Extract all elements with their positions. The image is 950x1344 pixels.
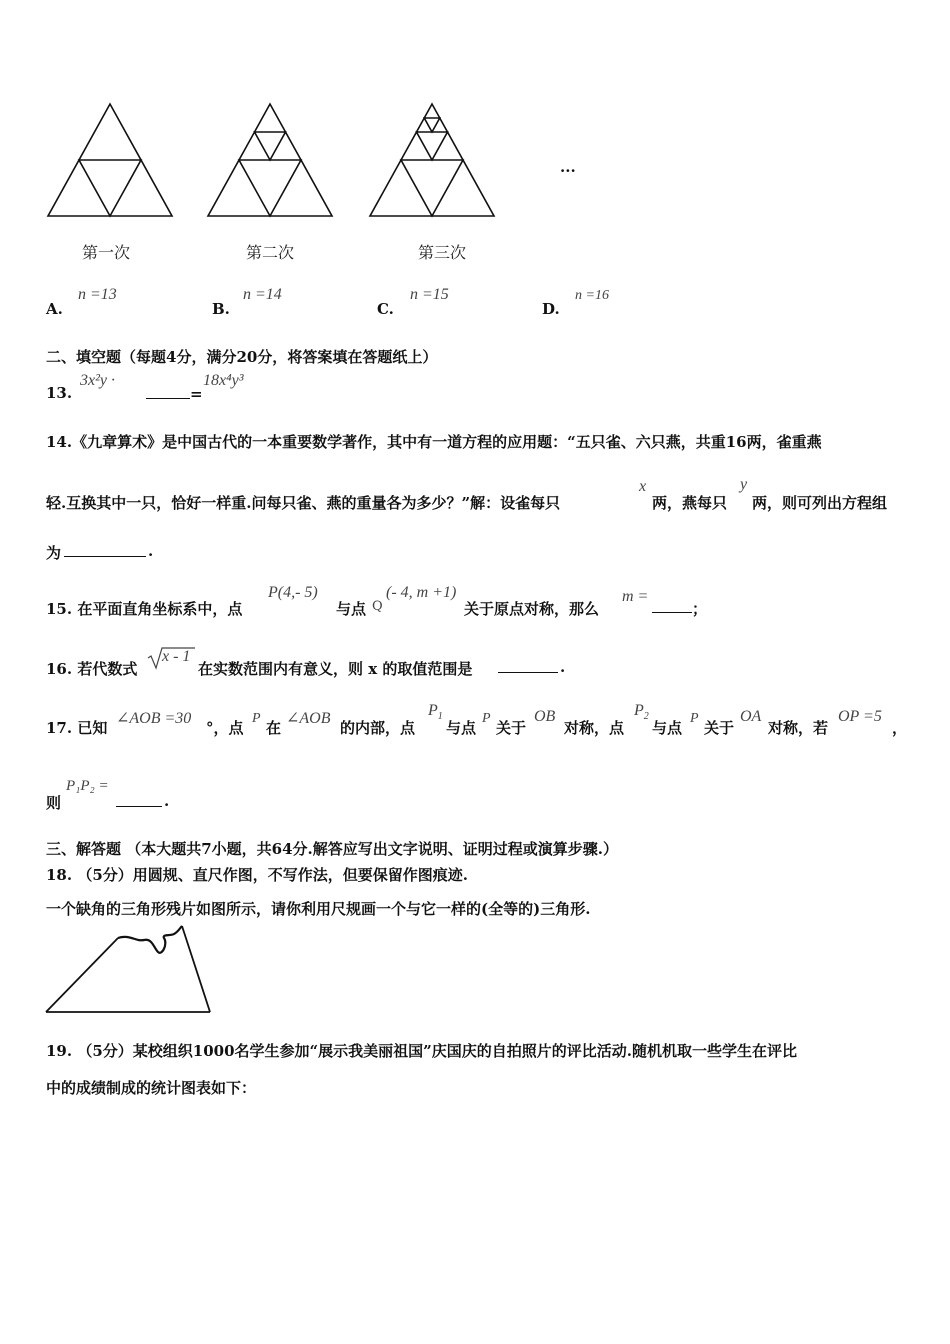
section3-heading: 三、解答题 （本大题共7小题，共64分.解答应写出文字说明、证明过程或演算步骤.） — [46, 840, 618, 858]
caption-second: 第二次 — [246, 243, 295, 262]
q19-line2: 中的成绩制成的统计图表如下： — [46, 1079, 257, 1097]
q17-p2-letter: P — [634, 702, 644, 719]
q17-p1-sub: 1 — [437, 711, 443, 723]
q16-prefix: 16. 若代数式 — [46, 660, 138, 678]
q14-line1: 14.《九章算术》是中国古代的一本重要数学著作，其中有一道方程的应用题：“五只雀、六只燕，共重16两，雀重燕 — [46, 433, 822, 451]
figure-ellipsis: ... — [560, 158, 576, 176]
q17-p1p2: P₁P₂ = — [66, 778, 109, 794]
q17-i: 对称，若 — [768, 719, 829, 737]
q17-p-ref2: P — [690, 711, 699, 726]
q15-suffix: 关于原点对称，那么 — [464, 600, 600, 618]
q16-radicand: x - 1 — [162, 648, 191, 665]
figure-third-triangle — [370, 104, 496, 218]
q14-line2b: 两，燕每只 — [652, 494, 728, 512]
q15-prefix: 15. 在平面直角坐标系中，点 — [46, 600, 243, 618]
q14-line3: 为 — [46, 544, 62, 562]
q19-line1: 19. （5分）某校组织1000名学生参加“展示我美丽祖国”庆国庆的自拍照片的评比活动.随机机取一些学生在评比 — [46, 1042, 797, 1060]
q17-deg: °，点 — [206, 719, 244, 737]
q17-e: 关于 — [496, 719, 527, 737]
option-b-letter: B. — [212, 300, 230, 318]
q17-angle2: ∠AOB — [286, 710, 331, 727]
q17-b: 在 — [266, 719, 282, 737]
q17-end: . — [164, 792, 170, 810]
q14-line2c: 两，则可列出方程组 — [752, 494, 888, 512]
q15-mid: 与点 — [336, 600, 367, 618]
q18-line2: 一个缺角的三角形残片如图所示，请你利用尺规画一个与它一样的(全等的)三角形. — [46, 900, 591, 918]
option-b-value: n =14 — [243, 286, 282, 303]
q17-p2 — [634, 702, 649, 722]
caption-third: 第三次 — [418, 243, 467, 262]
q13-blank — [146, 384, 190, 399]
q17-line2a: 则 — [46, 794, 62, 812]
q15-point-q: Q — [372, 599, 383, 614]
option-a-letter: A. — [46, 300, 63, 318]
q14-blank — [64, 542, 146, 557]
figure-first-triangle — [48, 104, 174, 218]
q13-equals: = — [190, 385, 203, 403]
q14-line2a: 轻.互换其中一只，恰好一样重.问每只雀、燕的重量各为多少？”解：设雀每只 — [46, 494, 561, 512]
figure-second-triangle — [208, 104, 334, 218]
q13-number: 13. — [46, 384, 73, 402]
option-a-value: n =13 — [78, 286, 117, 303]
q17-p2-sub: 2 — [643, 711, 649, 723]
q16-end: . — [560, 658, 566, 676]
q17-angle: ∠AOB =30 — [116, 710, 192, 727]
q17-op: OP =5 — [838, 708, 882, 725]
q18-broken-triangle-figure — [44, 924, 214, 1016]
option-c-value: n =15 — [410, 286, 449, 303]
q18-line1: 18. （5分）用圆规、直尺作图，不写作法，但要保留作图痕迹. — [46, 866, 468, 884]
q17-g: 与点 — [652, 719, 683, 737]
caption-first: 第一次 — [82, 243, 131, 262]
q17-c: 的内部，点 — [340, 719, 416, 737]
section2-heading: 二、填空题（每题4分，满分20分，将答案填在答题纸上） — [46, 348, 438, 366]
option-c-letter: C. — [377, 300, 394, 318]
q16-blank — [498, 658, 558, 673]
q15-point-p: P(4,- 5) — [268, 584, 318, 601]
q17-p1 — [428, 702, 443, 722]
q17-h: 关于 — [704, 719, 735, 737]
q17-p: P — [252, 711, 261, 726]
q17-p1-letter: P — [428, 702, 438, 719]
option-d-letter: D. — [542, 300, 560, 318]
q13-rhs: 18x⁴y³ — [203, 372, 244, 389]
q16-suffix: 在实数范围内有意义，则 x 的取值范围是 — [198, 660, 473, 678]
q17-ob: OB — [534, 708, 556, 725]
q17-j: ， — [892, 719, 908, 737]
q15-end: ； — [692, 600, 708, 618]
q14-var-x: x — [639, 478, 647, 495]
q17-a: 17. 已知 — [46, 719, 108, 737]
option-d-value: n =16 — [575, 288, 609, 303]
q13-lhs: 3x²y · — [80, 372, 115, 389]
q17-d: 与点 — [446, 719, 477, 737]
q14-end: . — [148, 542, 154, 560]
q15-m: m = — [622, 588, 649, 605]
q17-blank — [116, 792, 162, 807]
q14-var-y: y — [740, 476, 748, 493]
q15-blank — [652, 598, 692, 613]
q17-f: 对称，点 — [564, 719, 625, 737]
q17-oa: OA — [740, 708, 762, 725]
q15-coord: (- 4, m +1) — [386, 584, 457, 601]
q17-p-ref: P — [482, 711, 491, 726]
